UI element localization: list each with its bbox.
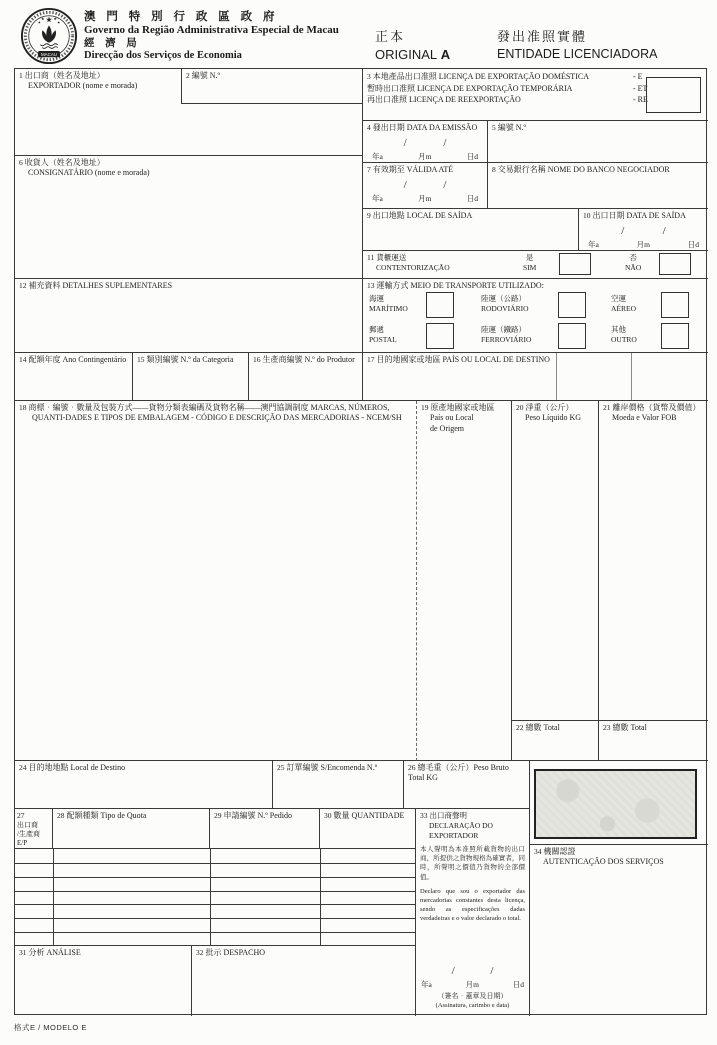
table-column-line xyxy=(320,849,321,946)
field-13-label: 13 運輸方式 MEIO DE TRANSPORTE UTILIZADO: xyxy=(367,281,544,290)
field-16-producer-number[interactable]: 16 生產商編號 N.º do Produtor xyxy=(249,353,363,401)
macau-government-seal xyxy=(20,7,78,70)
signature-caption-pt: (Assinatura, carimbo e data) xyxy=(435,1001,510,1009)
table-row-line xyxy=(15,918,415,919)
field-21-fob-value[interactable]: 21 離岸價格（貨幣及價值） Moeda e Valor FOB xyxy=(598,401,708,721)
field-32-label: 批示 DESPACHO xyxy=(205,948,265,957)
field-25-label: 訂單編號 S/Encomenda N.º xyxy=(286,763,378,772)
field-6-consignee[interactable] xyxy=(15,156,363,279)
valid-until-date-input[interactable]: / / 年a 月m 日d xyxy=(372,179,478,203)
field-2-number[interactable]: 2 編號 N.º xyxy=(181,69,363,104)
transport-maritime-checkbox[interactable] xyxy=(426,292,454,318)
transport-rail-label: 陸運（鐵路） FERROVIÁRIO xyxy=(481,325,532,344)
signature-caption-zh: （簽名‧蓋章及日期） xyxy=(437,992,508,1001)
field-22-label: 總數 Total xyxy=(525,723,560,732)
field-11-label: 11 貨櫃運送 CONTENTORIZAÇÃO xyxy=(367,253,450,272)
licence-type-domestic: 3 本地產品出口准照 LICENÇA DE EXPORTAÇÃO DOMÉSTICA - E xyxy=(367,72,643,81)
containerization-no-checkbox[interactable] xyxy=(659,253,691,275)
field-1-label-pt: EXPORTADOR (nome e morada) xyxy=(28,81,138,91)
field-31-label: 分析 ANÁLISE xyxy=(28,948,81,957)
field-12-supplementary-details[interactable]: 12 補充資料 DETALHES SUPLEMENTARES xyxy=(15,279,363,353)
field-4-issue-date[interactable] xyxy=(363,121,488,163)
transport-air-label: 空運 AÉREO xyxy=(611,294,636,313)
field-4-label: 4 發出日期 DATA DA EMISSÃO xyxy=(367,123,478,132)
field-25-order-number[interactable]: 25 訂單編號 S/Encomenda N.º xyxy=(273,761,404,809)
signature-block[interactable]: / / 年a 月m 日d （簽名‧蓋章及日期） (Assinatura, carimbo e data) xyxy=(416,961,529,1010)
field-6-label-zh: 6 收貨人（姓名及地址） xyxy=(19,158,105,167)
licence-form-grid xyxy=(14,68,707,1015)
field-21-label: 21 離岸價格（貨幣及價值） xyxy=(603,403,701,412)
field-19-origin-country[interactable]: 19 原產地國家或地區 País ou Local de Origem xyxy=(416,401,511,761)
copy-type-pt: ORIGINAL A xyxy=(375,47,451,62)
field-30-label: 數量 QUANTIDADE xyxy=(333,811,405,820)
field-7-label: 7 有效期至 VÁLIDA ATÉ xyxy=(367,165,454,174)
copy-type-zh: 正本 xyxy=(375,29,406,44)
licensing-entity-block xyxy=(497,26,657,61)
field-34-label: 34 機關認證 xyxy=(534,847,576,856)
government-name-zh: 澳 門 特 別 行 政 區 政 府 xyxy=(84,11,279,23)
bureau-name-zh: 經 濟 局 xyxy=(84,38,141,50)
stamp-zone-container xyxy=(529,761,708,845)
issuer-block xyxy=(84,11,339,62)
field-29-label: 申請編號 N.º Pedido xyxy=(223,811,292,820)
field-20-label: 20 淨重（公斤） xyxy=(516,403,574,412)
field-34-services-authentication[interactable]: 34 機關認證 AUTENTICAÇÃO DOS SERVIÇOS xyxy=(529,845,708,1016)
table-row-line xyxy=(15,932,415,933)
transport-air-checkbox[interactable] xyxy=(661,292,689,318)
divider-line xyxy=(631,353,632,400)
field-10-exit-date[interactable] xyxy=(578,209,708,251)
field-19-label: 19 原產地國家或地區 xyxy=(421,403,495,412)
government-name-pt: Governo da Região Administrativa Especial de Macau xyxy=(84,23,339,36)
field-14-quota-year[interactable]: 14 配額年度 Ano Contingentário xyxy=(15,353,133,401)
field-32-dispatch[interactable]: 32 批示 DESPACHO xyxy=(196,948,265,957)
stamp-area xyxy=(534,769,697,839)
field-18-goods-description[interactable] xyxy=(15,401,416,761)
field-10-label: 10 出口日期 DATA DE SAÍDA xyxy=(583,211,686,220)
field-26-label: 總毛重（公斤）Peso Bruto Total KG xyxy=(408,763,509,783)
field-8-label: 交易銀行名稱 NOME DO BANCO NEGOCIADOR xyxy=(497,165,670,174)
transport-rail-checkbox[interactable] xyxy=(558,323,586,349)
licence-type-temporary: 暫時出口准照 LICENÇA DE EXPORTAÇÃO TEMPORÁRIA - ET xyxy=(367,83,648,93)
field-22-total-net-weight[interactable]: 22 總數 Total xyxy=(511,721,598,761)
table-column-line xyxy=(210,849,211,946)
transport-road-label: 陸運（公路） RODOVIÁRIO xyxy=(481,294,529,313)
field-9-label: 出口地點 LOCAL DE SAÍDA xyxy=(372,211,473,220)
seal-graphic xyxy=(20,7,78,65)
field-5-number[interactable]: 5 編號 N.º xyxy=(488,121,708,163)
declaration-text-pt: Declaro que sou o exportador das mercadorias constantes desta licença, sendo as especificações dadas verdadeiras e o valor declarado o total. xyxy=(420,887,525,922)
field-24-label: 目的地地點 Local de Destino xyxy=(28,763,126,772)
table-row-line xyxy=(15,877,415,878)
field-33-exporter-declaration xyxy=(415,809,529,1016)
field-24-destination-place[interactable]: 24 目的地地點 Local de Destino xyxy=(15,761,273,809)
declaration-text-zh: 本人聲明為本准照所載貨物的出口商，所提供之貨物規格為確實者，同時，所聲明之價值乃貨物的全部價值。 xyxy=(420,846,525,881)
exit-date-input[interactable]: / / 年a 月m 日d xyxy=(588,225,699,249)
field-13-transport-mode xyxy=(363,279,708,353)
field-33-label: 33 出口商聲明 DECLARAÇÃO DO EXPORTADOR xyxy=(420,811,493,840)
field-20-net-weight[interactable]: 20 淨重（公斤） Peso Líquido KG xyxy=(511,401,598,721)
field-31-analysis[interactable]: 31 分析 ANÁLISE xyxy=(15,946,192,1016)
form-model-code: 格式E / MODELO E xyxy=(14,1023,87,1032)
transport-postal-label: 郵遞 POSTAL xyxy=(369,325,397,344)
field-11-containerization xyxy=(363,251,708,279)
issue-date-input[interactable]: / / 年a 月m 日d xyxy=(372,137,478,161)
field-23-label: 總數 Total xyxy=(612,723,647,732)
field-8-negotiating-bank[interactable]: 8 交易銀行名稱 NOME DO BANCO NEGOCIADOR xyxy=(488,163,708,209)
field-28-quota-type[interactable]: 28 配額種類 Tipo de Quota xyxy=(53,809,210,849)
field-9-exit-point[interactable]: 9 出口地點 LOCAL DE SAÍDA xyxy=(363,209,578,251)
transport-maritime-label: 海運 MARÍTIMO xyxy=(369,294,408,313)
field-17-destination-country[interactable]: 17 目的地國家或地區 PAÍS OU LOCAL DE DESTINO xyxy=(363,353,708,401)
seal-lotus-icon xyxy=(40,26,57,48)
field-15-label: 類別編號 N.º da Categoria xyxy=(146,355,234,364)
copy-type-block xyxy=(375,26,450,62)
field-26-gross-weight[interactable]: 26 總毛重（公斤）Peso Bruto Total KG xyxy=(404,761,529,809)
field-3-licence-type xyxy=(363,69,708,121)
field-5-label: 編號 N.º xyxy=(497,123,527,132)
table-row-line xyxy=(15,863,415,864)
field-7-valid-until[interactable] xyxy=(363,163,488,209)
table-column-line xyxy=(53,849,54,946)
field-23-total-value[interactable]: 23 總數 Total xyxy=(598,721,708,761)
licensing-entity-zh: 發出准照實體 xyxy=(497,29,588,44)
table-row-line xyxy=(15,891,415,892)
field-14-label: 配額年度 Ano Contingentário xyxy=(28,355,127,364)
quota-table-rows[interactable] xyxy=(15,849,415,946)
licence-type-reexport: 再出口准照 LICENÇA DE REEXPORTAÇÃO - RE xyxy=(367,95,648,105)
transport-other-checkbox[interactable] xyxy=(661,323,689,349)
field-2-label: 編號 N.º xyxy=(191,71,221,80)
seal-stars xyxy=(38,17,60,24)
transport-postal-checkbox[interactable] xyxy=(426,323,454,349)
containerization-yes-checkbox[interactable] xyxy=(559,253,591,275)
field-12-label: 補充資料 DETALHES SUPLEMENTARES xyxy=(28,281,173,290)
bureau-name-pt: Direcção dos Serviços de Economia xyxy=(84,49,242,61)
transport-other-label: 其他 OUTRO xyxy=(611,325,637,344)
field-15-category-number[interactable]: 15 類別編號 N.º da Categoria xyxy=(133,353,249,401)
seal-caption: MACAU xyxy=(40,51,58,57)
copy-letter: A xyxy=(440,47,451,62)
field-6-label-pt: CONSIGNATÁRIO (nome e morada) xyxy=(28,168,150,178)
field-18-label: 18 商標‧編號‧數量及包裝方式——貨物分類表編碼及貨物名稱——澳門協調制度 MARCAS, NÚMEROS, QUANTI-DADES E TIPOS DE EMBALAGEM - CÓDIGO E DESCRIÇÃO DAS MERCADORIAS - NCEM/SH xyxy=(19,403,402,423)
transport-road-checkbox[interactable] xyxy=(558,292,586,318)
containerization-yes-label: 是 SIM xyxy=(523,253,537,272)
field-30-quantity[interactable]: 30 數量 QUANTIDADE xyxy=(320,809,415,849)
field-28-label: 配額種類 Tipo de Quota xyxy=(66,811,147,820)
divider-line xyxy=(556,353,557,400)
field-17-label: 目的地國家或地區 PAÍS OU LOCAL DE DESTINO xyxy=(376,355,550,364)
field-16-label: 生產商編號 N.º do Produtor xyxy=(262,355,355,364)
table-row-line xyxy=(15,904,415,905)
field-27-exporter-producer: 27 出口商 /生產商 E/P xyxy=(15,809,53,849)
field-29-application-number[interactable]: 29 申請編號 N.º Pedido xyxy=(210,809,320,849)
licence-type-checkbox[interactable] xyxy=(646,77,701,113)
field-1-label-zh: 1 出口商（姓名及地址） xyxy=(19,71,105,80)
containerization-no-label: 否 NÃO xyxy=(625,253,642,272)
licensing-entity-pt: ENTIDADE LICENCIADORA xyxy=(497,47,658,61)
